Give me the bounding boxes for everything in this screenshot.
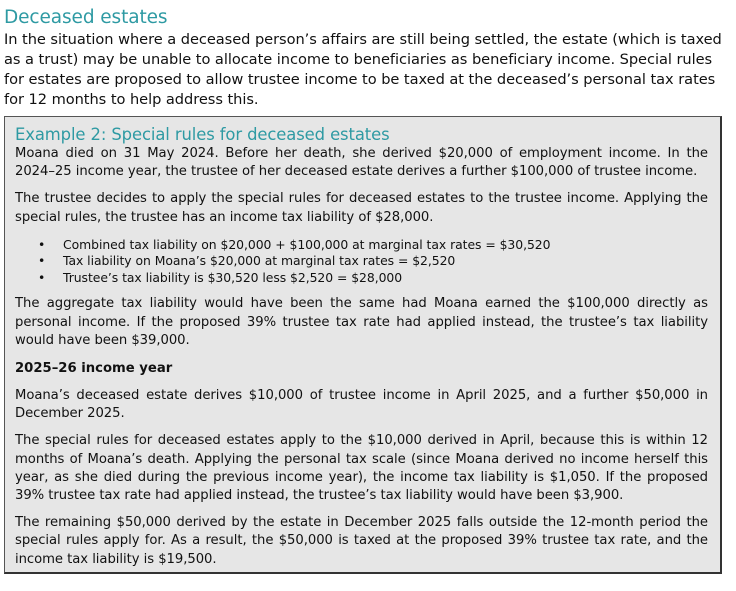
list-item-text: Tax liability on Moana’s $20,000 at marginal tax rates = $2,520 xyxy=(63,253,456,269)
list-item xyxy=(15,253,708,270)
example-paragraph-2: The trustee decides to apply the special rules for deceased estates to the trustee income. Applying the special rules, the trustee has an income tax liability of $28,000. xyxy=(15,191,708,225)
bullet-icon: • xyxy=(38,236,46,252)
intro-paragraph: In the situation where a deceased person’s affairs are still being settled, the estate (which is taxed as a trust) may be unable to allocate income to beneficiaries as beneficiary income. Special rules for estates are proposed to allow trustee income to be taxed at the deceased’s personal tax rates for 12 months to help address this. xyxy=(4,31,722,108)
list-item-text: Trustee’s tax liability is $30,520 less $2,520 = $28,000 xyxy=(63,269,403,285)
year2-paragraph-1: Moana’s deceased estate derives $10,000 of trustee income in April 2025, and a further $50,000 in December 2025. xyxy=(15,387,708,422)
list-item xyxy=(15,237,708,254)
list-item xyxy=(15,270,708,287)
aggregate-paragraph: The aggregate tax liability would have been the same had Moana earned the $100,000 directly as personal income. If the proposed 39% trustee tax rate had applied instead, the trustee’s tax liability would have been $39,000. xyxy=(15,296,708,348)
list-item-text: Combined tax liability on $20,000 + $100,000 at marginal tax rates = $30,520 xyxy=(63,236,551,252)
example-title: Example 2: Special rules for deceased estates xyxy=(15,125,390,144)
bullet-icon: • xyxy=(38,253,46,269)
bullet-icon: • xyxy=(38,269,46,285)
year2-paragraph-3: The remaining $50,000 derived by the estate in December 2025 falls outside the 12-month period the special rules apply for. As a result, the $50,000 is taxed at the proposed 39% trustee tax rate, and the income tax liability is $19,500. xyxy=(15,515,708,567)
section-title: Deceased estates xyxy=(4,7,168,28)
income-year-subheading: 2025–26 income year xyxy=(15,360,173,376)
year2-paragraph-2: The special rules for deceased estates apply to the $10,000 derived in April, because this is within 12 months of Moana’s death. Applying the personal tax scale (since Moana derived no income herself this year, as she died during the previous income year), the income tax liability is $1,050. If the proposed 39% trustee tax rate had applied instead, the trustee’s tax liability would have been $3,900. xyxy=(15,433,708,503)
example-box xyxy=(4,116,722,574)
calculation-list xyxy=(15,237,708,287)
example-paragraph-1: Moana died on 31 May 2024. Before her death, she derived $20,000 of employment income. In the 2024–25 income year, the trustee of her deceased estate derives a further $100,000 of trustee income. xyxy=(15,146,708,180)
